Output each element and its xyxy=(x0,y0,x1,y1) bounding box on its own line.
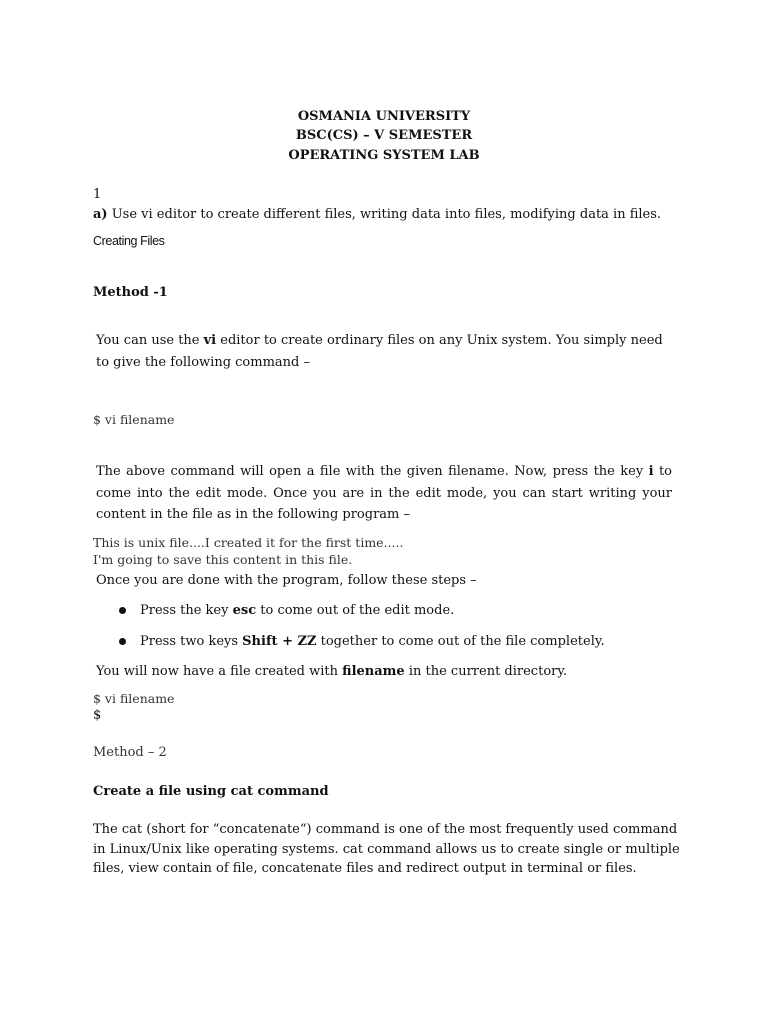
step-1-text: Press the key xyxy=(140,603,233,618)
explain-text-rest: to come into the edit mode. Once you are in the edit mode, you can start writing your content in the file as in the following program – xyxy=(96,464,673,522)
section-title: Creating Files xyxy=(93,234,165,248)
sample-content-line-2: I'm going to save this content in this file. xyxy=(93,552,353,567)
question-text xyxy=(93,205,661,224)
course-title: BSC(CS) – V SEMESTER xyxy=(295,128,473,143)
method1-result xyxy=(96,662,567,681)
question-body: Use vi editor to create different files, writing data into files, modifying data in files. xyxy=(107,207,662,222)
step-2-text-rest: together to come out of the file completely. xyxy=(316,634,605,649)
intro-text: You can use the xyxy=(96,333,204,348)
method1-explain xyxy=(96,461,672,526)
vi-keyword: vi xyxy=(203,333,217,348)
step-2 xyxy=(140,632,605,651)
filename-keyword: filename xyxy=(342,664,405,679)
steps-intro: Once you are done with the program, follow these steps – xyxy=(96,573,477,588)
intro-text-rest: editor to create ordinary files on any Unix system. You simply need to give the following command – xyxy=(96,333,663,370)
method2-subheading: Create a file using cat command xyxy=(93,784,329,799)
bullet-icon xyxy=(119,638,126,645)
result-text: You will now have a file created with xyxy=(96,664,343,679)
method1-intro xyxy=(96,330,672,373)
shell-prompt: $ xyxy=(93,708,102,723)
method2-text: The cat (short for “concatenate“) command is one of the most frequently used command in Linux/Unix like operating systems. cat command allows us to create single or multiple files, view contain of file, concatenate files and redirect output in terminal or files. xyxy=(93,822,680,877)
step-2-text: Press two keys xyxy=(140,634,243,649)
question-label: a) xyxy=(93,207,108,222)
esc-key: esc xyxy=(232,603,257,618)
i-key: i xyxy=(648,464,654,479)
explain-text: The above command will open a file with the given filename. Now, press the key xyxy=(96,464,649,479)
step-1 xyxy=(140,601,454,620)
question-number: 1 xyxy=(93,187,102,202)
university-title: OSMANIA UNIVERSITY xyxy=(297,109,471,124)
result-text-rest: in the current directory. xyxy=(404,664,568,679)
method2-heading: Method – 2 xyxy=(93,745,167,760)
vi-command: $ vi filename xyxy=(93,412,175,427)
lab-title: OPERATING SYSTEM LAB xyxy=(288,148,480,163)
sample-content-line-1: This is unix file....I created it for the first time..... xyxy=(93,535,404,550)
shift-zz-keys: Shift + ZZ xyxy=(242,634,317,649)
bullet-icon xyxy=(119,607,126,614)
vi-command-2: $ vi filename xyxy=(93,691,175,706)
method1-heading: Method -1 xyxy=(93,285,168,300)
step-1-text-rest: to come out of the edit mode. xyxy=(256,603,455,618)
